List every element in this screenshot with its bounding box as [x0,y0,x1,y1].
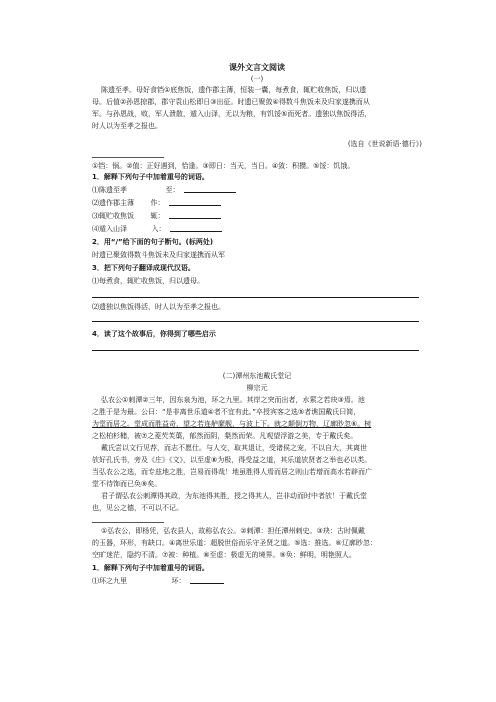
passage2-notes: ①弘农公，即杨凭，弘农县人，故称弘农公。②刺潭：担任潭州刺史。③玦：古时佩戴 [101,527,365,535]
question-1: 1．解释下列句子中加着重号的词语。 [92,173,209,181]
passage2-line: 之松柏杉槠，被⑦之菱芡芙蕖，郁然而阴，粲然而荣。凡观望浮游之美，专于戴氏矣。 [92,432,358,440]
q1-word: 入： [151,225,166,233]
q1-phrase: ⑴环之九里 [92,577,127,585]
q1-item [92,577,422,586]
q1-word: 作： [150,199,165,207]
passage2-line: 君子谓弘农公刺潭得其政，为东池得其胜，授之得其人，岂非动而时中者欤！于戴氏堂 [101,492,367,500]
passage2-notes: 的玉器，环形，有缺口。④离世乐道：超脱世俗而乐守圣贤之道。⑤选：推选。⑥辽廓眇忽： [92,539,377,547]
section1-heading: (一) [250,75,264,83]
q1-item [92,212,422,221]
passage2-line: 为堂而居之。堂成而胜益奇，望之若连舻縻舰，与波上下。就之颠倒万物，辽廓眇忽⑥。树 [92,420,372,428]
question-4: 4．读了这个故事后，你得到了哪些启示 [92,330,216,338]
passage2-line: 欤好孔氏书，旁及《庄》《文》，以至虚⑧为极，得受益之道，其乐道欤贤者之举也必以类。 [92,456,372,464]
notes-divider [92,522,164,523]
answer-line[interactable] [92,321,419,322]
answer-blank[interactable] [184,186,236,193]
q3-item: ⑵遗独以焦饭得活，时人以为至孝之报也。 [92,303,225,311]
answer-line[interactable] [92,297,419,298]
document-title: 课外文言文阅读 [229,63,285,72]
q1-phrase: ⑴陈遗至孝 [92,186,127,194]
answer-blank[interactable] [169,212,221,219]
section2-heading: (二)潭州东池戴氏堂记 [222,372,292,380]
passage1-line: 时人以为至孝之报也。 [92,122,162,130]
passage2-line: 之胜于是为最。公曰：“是非离世乐道④者不宜有此。”卒授宾客之选⑤者谯国戴氏曰简， [92,408,361,416]
passage2-line: 弘农公①刺潭②三年，因东泉为池，环之九里。其岸之突而出者，水萦之若玦③焉。池 [101,396,365,404]
passage2-line: 堂不待饰而已奂⑨矣。 [92,480,162,488]
passage1-notes: ①铛：锅。②值：正好遇到，恰逢。③即日：当天，当日。④敛：积攒。⑤馁：饥饿。 [92,162,355,170]
section2-author: 柳宗元 [246,384,268,392]
question-2: 2．用“/”给下面的句子断句。(标两处) [92,238,214,246]
answer-line[interactable] [92,350,419,351]
passage2-line: 当弘农公之选，而专兹地之胜，岂易而得哉！地虽胜得人焉而居之则山若增而高水若辟而广 [92,468,372,476]
question-3: 3．把下列句子翻译成现代汉语。 [92,264,195,272]
answer-blank[interactable] [170,225,222,232]
q1-item [92,186,422,195]
answer-blank[interactable] [190,577,224,584]
passage2-line: 也，见公之德，不可以不记。 [92,504,183,512]
q1-item [92,199,422,208]
notes-divider [92,157,164,158]
passage2-line: 戴氏尝以文行见荐，而志不愿仕。与人交，取其退让，受诸侯之宠，不以自大，其离世 [101,444,367,452]
q1-phrase: ⑵遗作郡主薄 [92,199,134,207]
q1-word: 辄： [150,212,165,220]
q1-item [92,225,422,234]
passage1-line: 母。后值②孙恩掠郡，郡守袁山松即日③出征。时遗已聚敛④得数斗焦饭未及归家遂携而从 [92,98,370,106]
q1-phrase: ⑷遁入山泽 [92,225,127,233]
answer-blank[interactable] [169,199,221,206]
q2-sentence: 时遗已聚敛得数斗焦饭未及归家遂携而从军 [92,251,225,259]
passage1-line: 军。与孙恩战，败，军人溃散，遁入山泽，无以为粮，有饥馁⑤而死者。遗独以焦饭得活， [92,110,372,118]
passage1-line: 陈遗至孝。母好食铛①底焦饭，遗作郡主薄，恒装一囊，每煮食，辄贮收焦饭，归以遗 [101,86,367,94]
passage2-notes: 空旷迷茫，隐约不清。⑦被：种植。⑧至虚：极虚无的境界。⑨奂：鲜明，明艳照人。 [92,551,356,559]
q1-word: 至： [165,186,180,194]
q1-word: 环： [171,577,186,585]
question-2-1: 1．解释下列句子中加着重号的词语。 [92,564,209,572]
q1-phrase: ⑶辄贮收焦饭 [92,212,134,220]
q3-item: ⑴每煮食，辄贮收焦饭，归以遗母。 [92,277,204,285]
passage1-source: (选自《世说新语·德行》) [347,140,422,148]
